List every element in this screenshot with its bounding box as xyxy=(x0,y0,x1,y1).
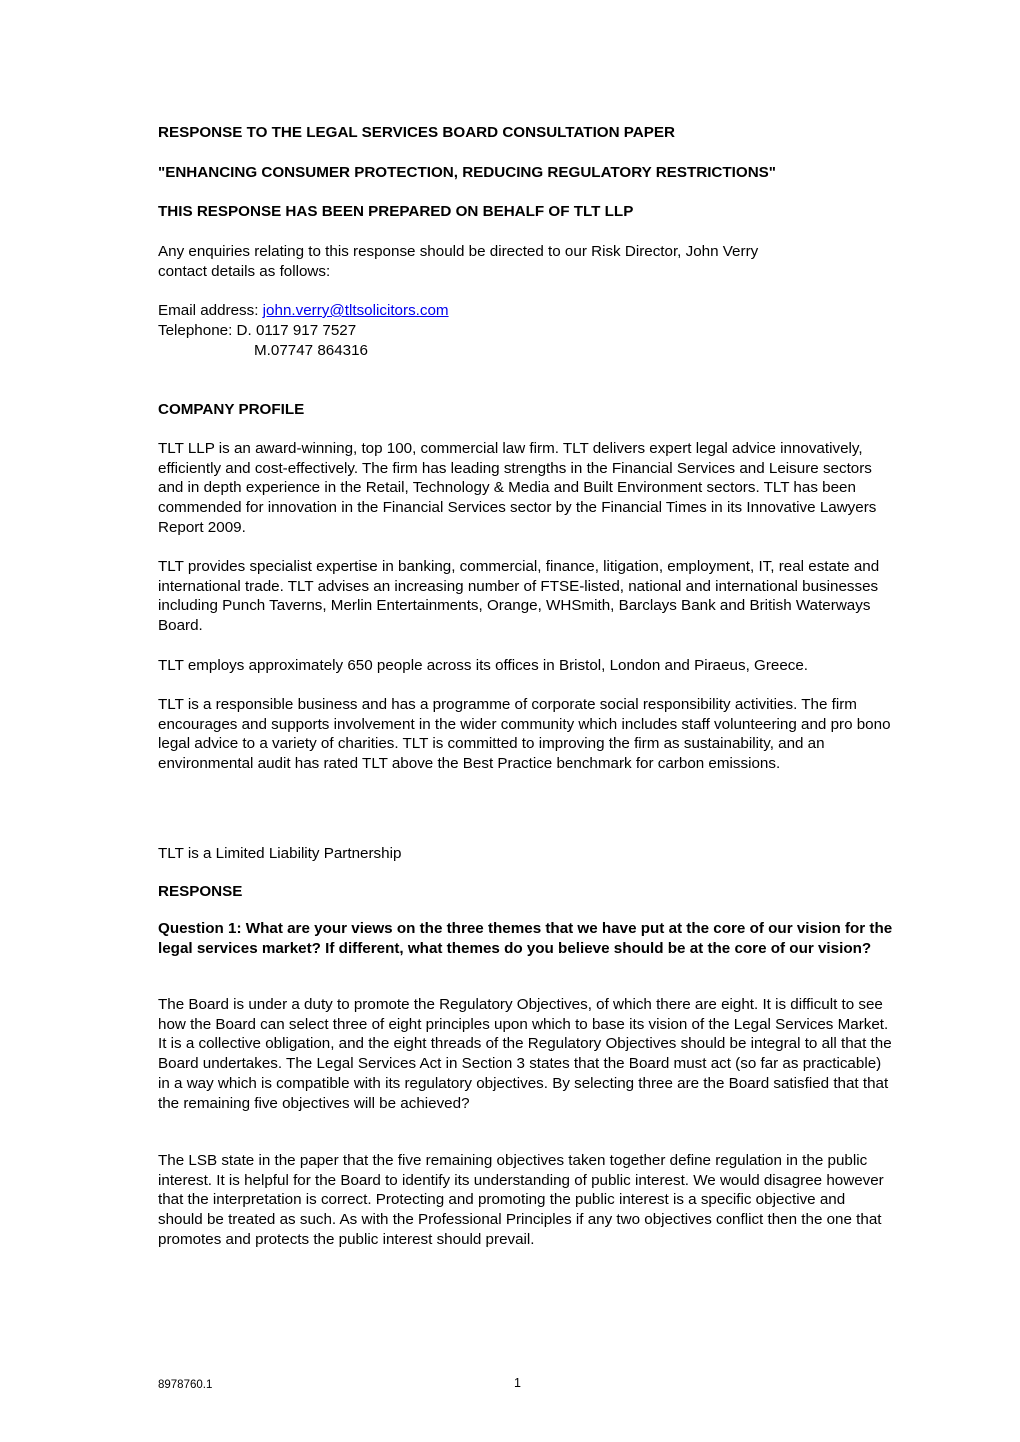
mobile-line: M.07747 864316 xyxy=(254,342,369,359)
llp-statement: TLT is a Limited Liability Partnership xyxy=(158,845,402,862)
question-1: Question 1: What are your views on the three themes that we have put at the core of our vision for the legal services market? If different, what themes do you believe should be at the core of our vision? xyxy=(158,920,893,957)
response-heading: RESPONSE xyxy=(158,883,243,900)
footer-page-number: 1 xyxy=(514,1376,521,1390)
answer-paragraph-2: The LSB state in the paper that the five remaining objectives taken together define regulation in the public interest. It is helpful for the Board to identify its understanding of public interest. We would disagree however that the interpretation is correct. Protecting and promoting the public interest is a specific objective and should be treated as such. As with the Professional Principles if any two objectives conflict then the one that promotes and protects the public interest should prevail. xyxy=(158,1152,884,1248)
contact-intro-line2: contact details as follows: xyxy=(158,263,331,280)
email-line xyxy=(158,301,449,321)
company-profile-heading: COMPANY PROFILE xyxy=(158,401,305,418)
prepared-on-behalf: THIS RESPONSE HAS BEEN PREPARED ON BEHALF OF TLT LLP xyxy=(158,203,634,220)
company-profile-paragraph-2: TLT provides specialist expertise in banking, commercial, finance, litigation, employment, IT, real estate and international trade. TLT advises an increasing number of FTSE-listed, national and international businesses including Punch Taverns, Merlin Entertainments, Orange, WHSmith, Barclays Bank and British Waterways Board. xyxy=(158,558,880,635)
company-profile-paragraph-1: TLT LLP is an award-winning, top 100, commercial law firm. TLT delivers expert legal advice innovatively, efficiently and cost-effectively. The firm has leading strengths in the Financial Services and Leisure sectors and in depth experience in the Retail, Technology & Media and Built Environment sectors. TLT has been commended for innovation in the Financial Services sector by the Financial Times in its Innovative Lawyers Report 2009. xyxy=(158,440,877,536)
document-title: RESPONSE TO THE LEGAL SERVICES BOARD CONSULTATION PAPER xyxy=(158,124,675,141)
email-link[interactable]: john.verry@tltsolicitors.com xyxy=(262,302,449,319)
contact-intro-line1: Any enquiries relating to this response should be directed to our Risk Director, John Verry xyxy=(158,243,759,260)
company-profile-paragraph-3: TLT employs approximately 650 people across its offices in Bristol, London and Piraeus, Greece. xyxy=(158,657,809,674)
company-profile-paragraph-4: TLT is a responsible business and has a programme of corporate social responsibility activities. The firm encourages and supports involvement in the wider community which includes staff volunteering and pro bono legal advice to a variety of charities. TLT is committed to improving the firm as sustainability, and an environmental audit has rated TLT above the Best Practice benchmark for carbon emissions. xyxy=(158,696,891,773)
document-subtitle: "ENHANCING CONSUMER PROTECTION, REDUCING REGULATORY RESTRICTIONS" xyxy=(158,164,776,181)
email-label: Email address: xyxy=(158,302,263,319)
footer-document-reference: 8978760.1 xyxy=(158,1379,213,1391)
telephone-line: Telephone: D. 0117 917 7527 xyxy=(158,322,357,339)
answer-paragraph-1: The Board is under a duty to promote the Regulatory Objectives, of which there are eight. It is difficult to see how the Board can select three of eight principles upon which to base its vision of the Legal Services Market. It is a collective obligation, and the eight threads of the Regulatory Objectives should be integral to all that the Board undertakes. The Legal Services Act in Section 3 states that the Board must act (so far as practicable) in a way which is compatible with its regulatory objectives. By selecting three are the Board satisfied that that the remaining five objectives will be achieved? xyxy=(158,996,892,1112)
